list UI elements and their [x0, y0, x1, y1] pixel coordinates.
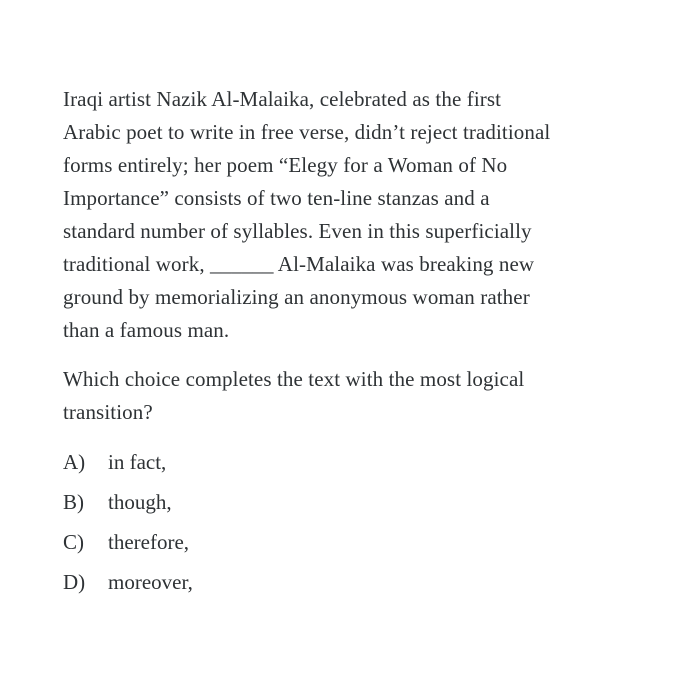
answer-choices: [63, 446, 648, 599]
passage-line-with-blank: traditional work, ______ Al-Malaika was breaking new: [63, 252, 535, 276]
question-prompt-line: transition?: [63, 400, 153, 424]
choice-text: moreover,: [108, 570, 193, 594]
choice-option-c[interactable]: [63, 526, 648, 559]
passage-line: Iraqi artist Nazik Al-Malaika, celebrated as the first: [63, 87, 502, 111]
passage-line: forms entirely; her poem “Elegy for a Woman of No: [63, 153, 508, 177]
choice-text: in fact,: [108, 450, 167, 474]
passage-line: standard number of syllables. Even in this superficially: [63, 219, 532, 243]
choice-letter: D): [63, 570, 86, 594]
passage-line: ground by memorializing an anonymous woman rather: [63, 285, 530, 309]
question-content: [63, 83, 648, 606]
passage-line: Importance” consists of two ten-line stanzas and a: [63, 186, 490, 210]
choice-letter: C): [63, 530, 84, 554]
choice-option-a[interactable]: [63, 446, 648, 479]
question-prompt: [63, 363, 648, 429]
passage-line: Arabic poet to write in free verse, didn’t reject traditional: [63, 120, 551, 144]
choice-letter: A): [63, 450, 86, 474]
passage: [63, 83, 648, 347]
choice-option-b[interactable]: [63, 486, 648, 519]
choice-letter: B): [63, 490, 84, 514]
passage-line: than a famous man.: [63, 318, 230, 342]
choice-text: though,: [108, 490, 172, 514]
choice-text: therefore,: [108, 530, 190, 554]
choice-option-d[interactable]: [63, 566, 648, 599]
question-prompt-line: Which choice completes the text with the most logical: [63, 367, 525, 391]
